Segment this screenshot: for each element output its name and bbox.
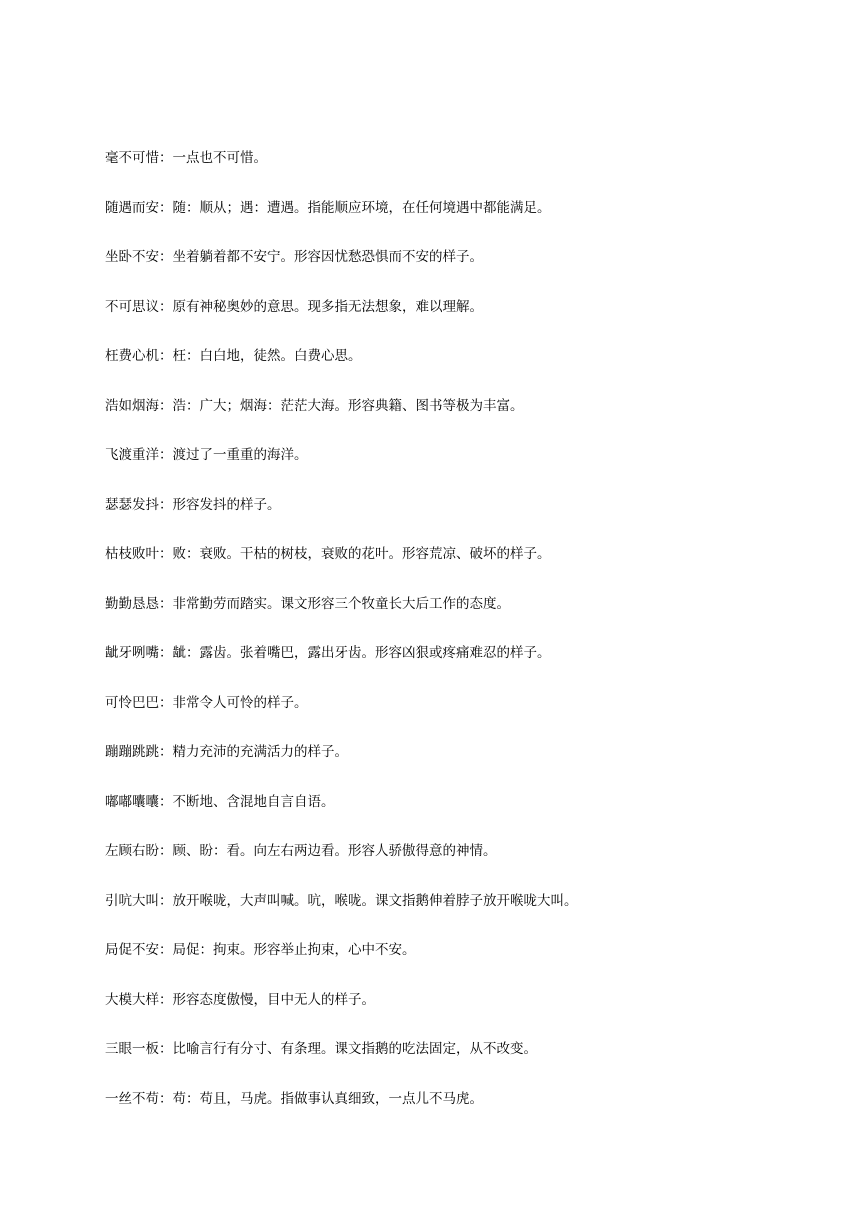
glossary-entry: 坐卧不安：坐着躺着都不安宁。形容因忧愁恐惧而不安的样子。 (105, 249, 483, 265)
glossary-entry: 浩如烟海：浩：广大；烟海：茫茫大海。形容典籍、图书等极为丰富。 (105, 397, 524, 414)
glossary-entry: 随遇而安：随：顺从；遇：遭遇。指能顺应环境，在任何境遇中都能满足。 (105, 199, 551, 216)
glossary-entry: 飞渡重洋：渡过了一重重的海洋。 (105, 447, 308, 463)
glossary-entry: 瑟瑟发抖：形容发抖的样子。 (105, 496, 281, 513)
glossary-entry: 勤勤恳恳：非常勤劳而踏实。课文形容三个牧童长大后工作的态度。 (105, 595, 510, 612)
idiom-glossary-list (105, 146, 805, 1136)
glossary-entry: 三眼一板：比喻言行有分寸、有条理。课文指鹅的吃法固定，从不改变。 (105, 1041, 537, 1057)
glossary-entry: 大模大样：形容态度傲慢，目中无人的样子。 (105, 991, 375, 1008)
glossary-entry: 龇牙咧嘴：龇：露齿。张着嘴巴，露出牙齿。形容凶狠或疼痛难忍的样子。 (105, 645, 551, 661)
glossary-entry: 枯枝败叶：败：衰败。干枯的树枝，衰败的花叶。形容荒凉、破坏的样子。 (105, 546, 551, 562)
glossary-entry: 蹦蹦跳跳：精力充沛的充满活力的样子。 (105, 744, 348, 760)
glossary-entry: 一丝不苟：苟：苟且，马虎。指做事认真细致，一点儿不马虎。 (105, 1090, 483, 1107)
glossary-entry: 可怜巴巴：非常令人可怜的样子。 (105, 694, 308, 711)
glossary-entry: 局促不安：局促：拘束。形容举止拘束，心中不安。 (105, 942, 416, 958)
glossary-entry: 枉费心机：枉：白白地，徒然。白费心思。 (105, 348, 362, 364)
glossary-entry: 左顾右盼：顾、盼：看。向左右两边看。形容人骄傲得意的神情。 (105, 843, 497, 859)
glossary-entry: 引吭大叫：放开喉咙，大声叫喊。吭，喉咙。课文指鹅伸着脖子放开喉咙大叫。 (105, 892, 578, 909)
glossary-entry: 不可思议：原有神秘奥妙的意思。现多指无法想象，难以理解。 (105, 298, 483, 315)
glossary-entry: 毫不可惜：一点也不可惜。 (105, 150, 267, 166)
glossary-entry: 嘟嘟囔囔：不断地、含混地自言自语。 (105, 793, 335, 810)
